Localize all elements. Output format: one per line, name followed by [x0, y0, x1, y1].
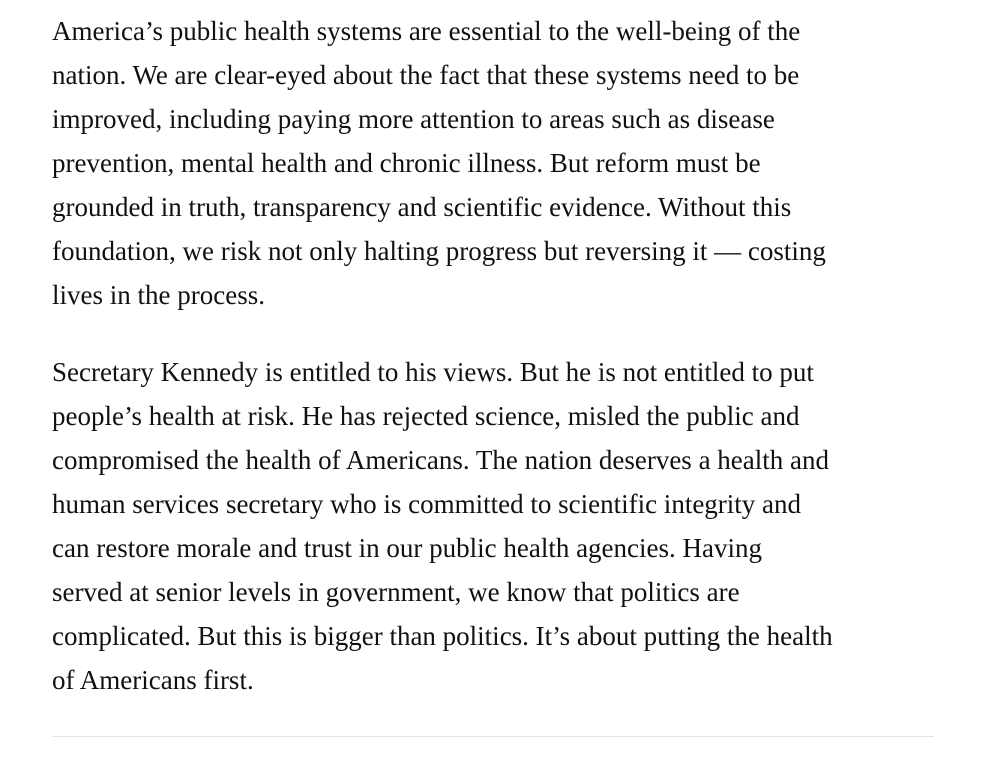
paragraph-line: served at senior levels in government, we know that politics are: [52, 577, 740, 607]
paragraph-line: Secretary Kennedy is entitled to his views. But he is not entitled to put: [52, 357, 814, 387]
paragraph-line: lives in the process.: [52, 280, 265, 310]
paragraph-line: nation. We are clear-eyed about the fact that these systems need to be: [52, 60, 800, 90]
paragraph-line: complicated. But this is bigger than politics. It’s about putting the health: [52, 621, 833, 651]
paragraph-line: compromised the health of Americans. The nation deserves a health and: [52, 445, 830, 475]
section-divider: [52, 736, 934, 737]
paragraph-line: America’s public health systems are essential to the well-being of the: [52, 16, 801, 46]
article-body: [52, 9, 942, 702]
article-paragraph-1: [52, 9, 942, 317]
paragraph-line: human services secretary who is committed to scientific integrity and: [52, 489, 802, 519]
article-paragraph-2: [52, 350, 942, 702]
paragraph-line: improved, including paying more attention to areas such as disease: [52, 104, 775, 134]
paragraph-line: can restore morale and trust in our public health agencies. Having: [52, 533, 763, 563]
paragraph-line: grounded in truth, transparency and scientific evidence. Without this: [52, 192, 792, 222]
paragraph-line: prevention, mental health and chronic illness. But reform must be: [52, 148, 761, 178]
paragraph-line: of Americans first.: [52, 665, 254, 695]
paragraph-line: people’s health at risk. He has rejected science, misled the public and: [52, 401, 800, 431]
paragraph-line: foundation, we risk not only halting progress but reversing it — costing: [52, 236, 826, 266]
